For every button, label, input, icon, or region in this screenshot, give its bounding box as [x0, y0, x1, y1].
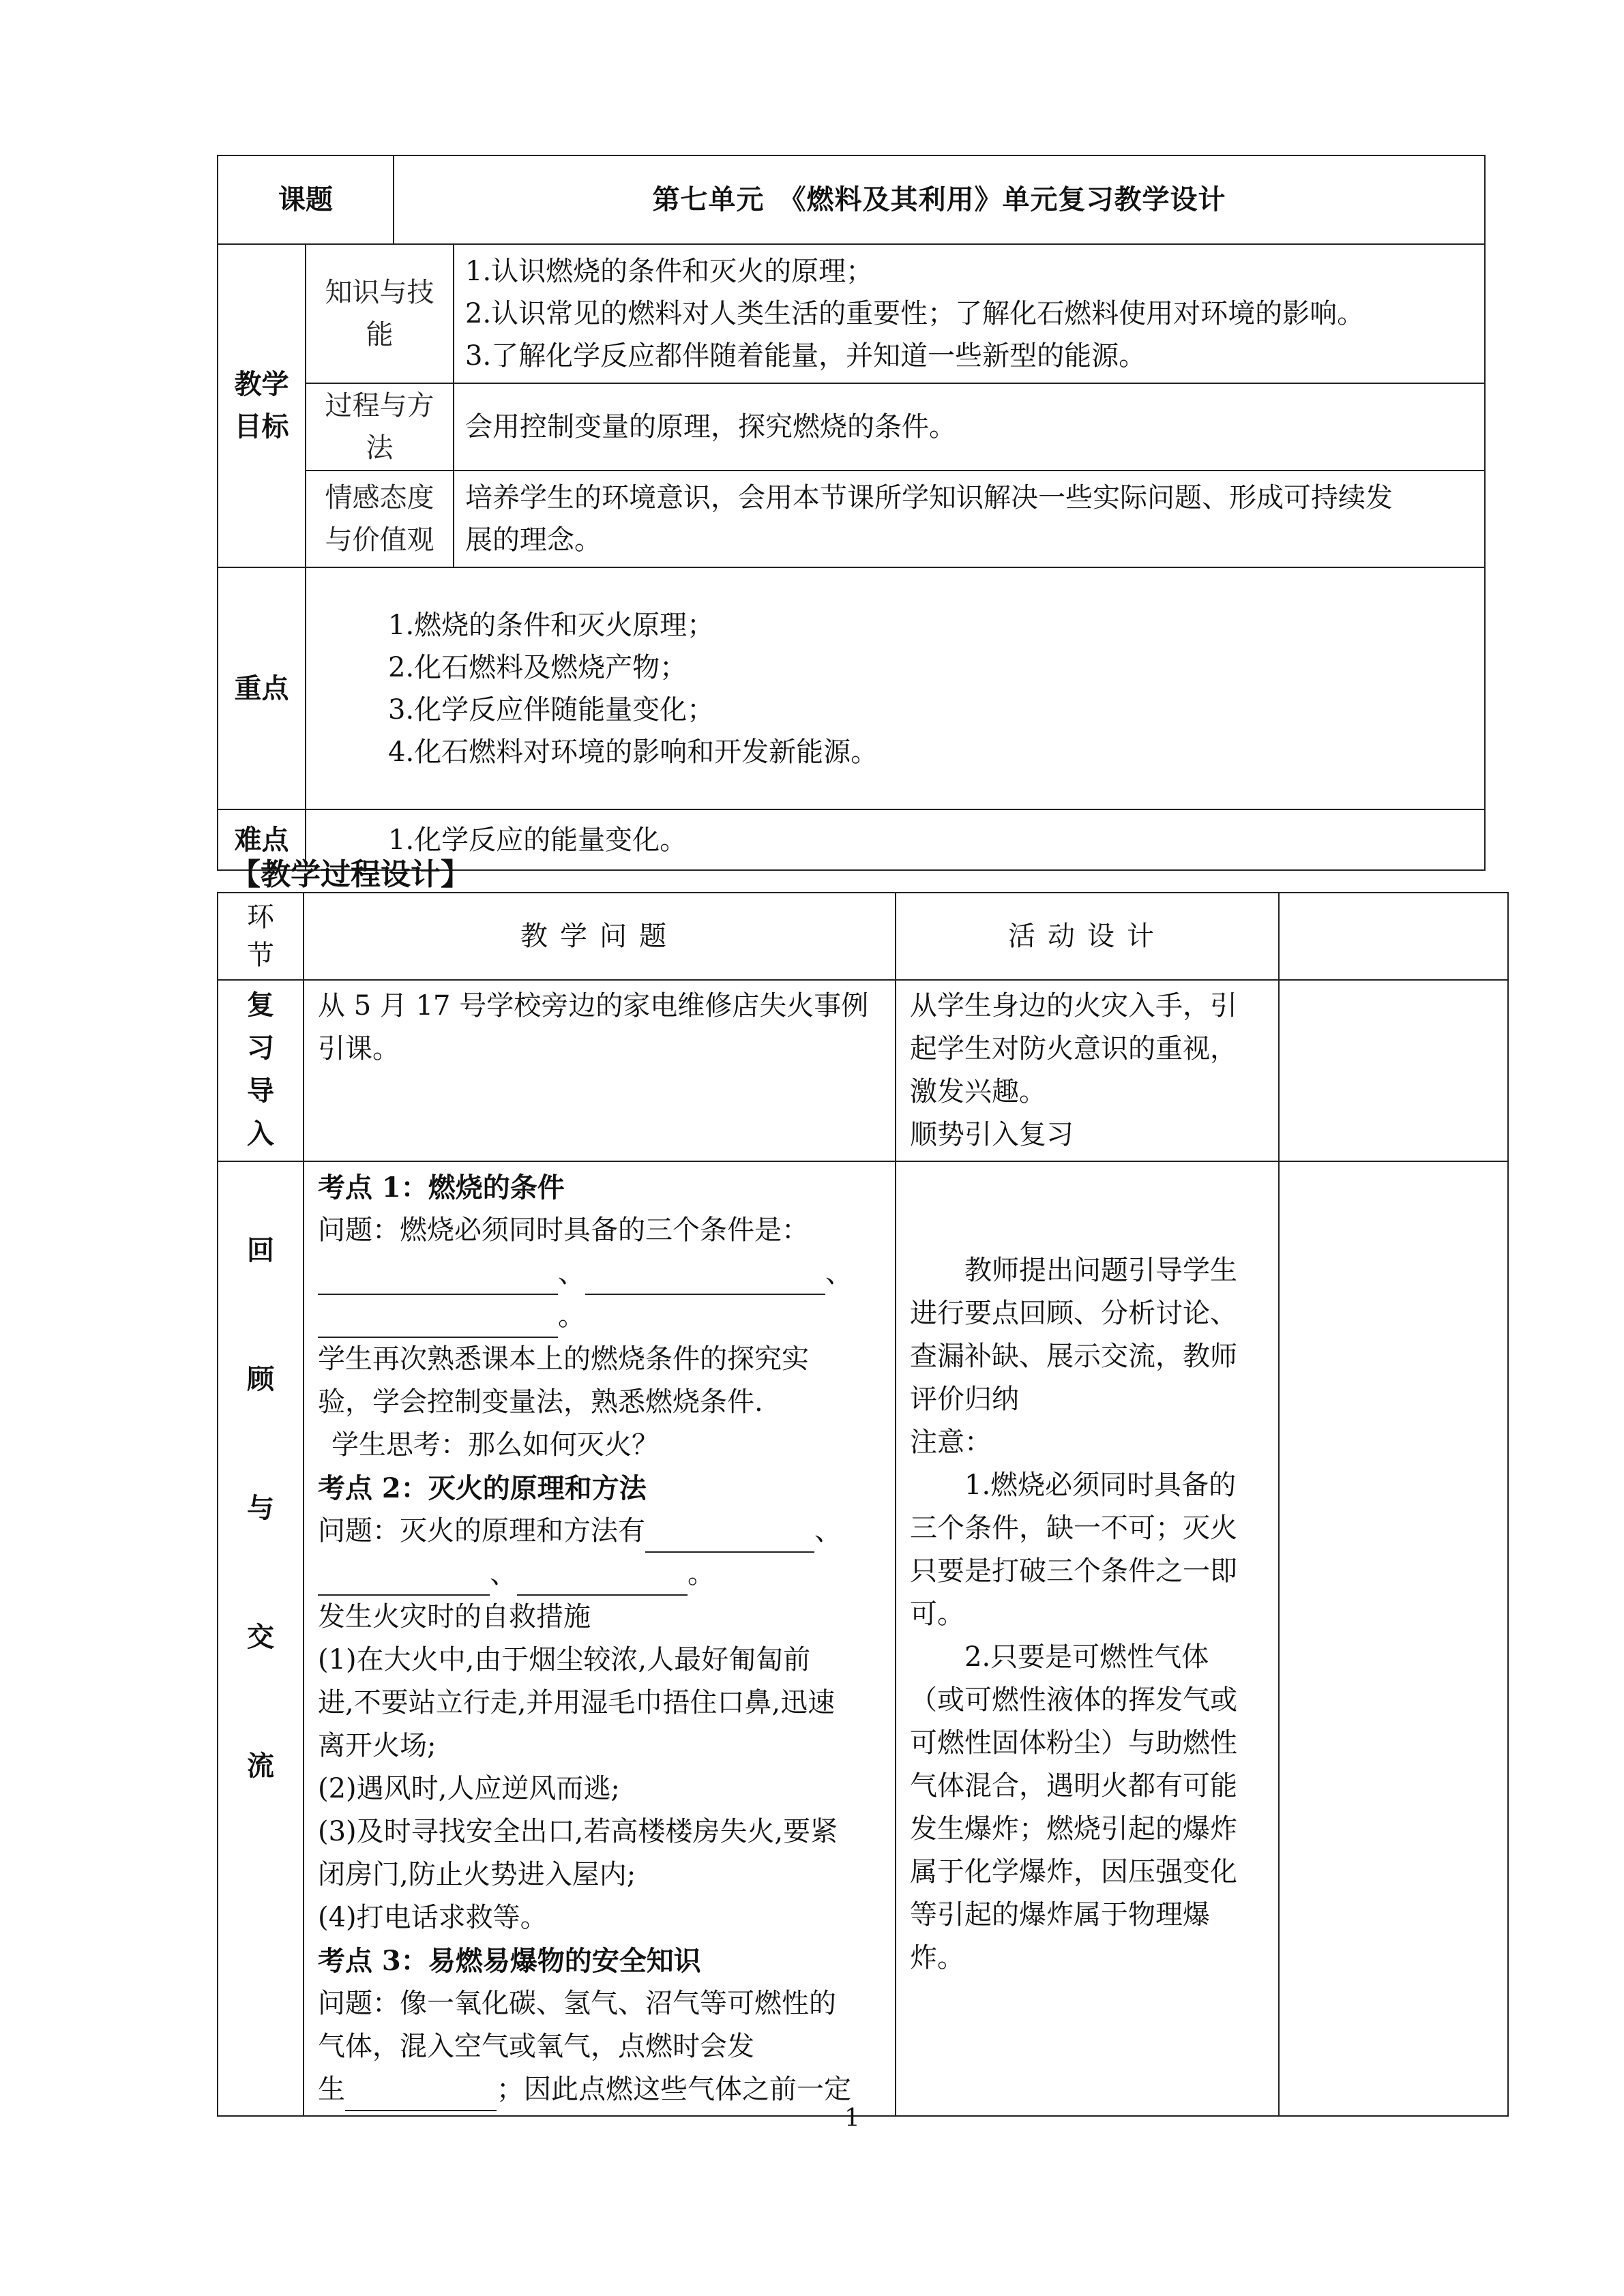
blank	[318, 1563, 490, 1596]
activity-review-exchange: 教师提出问题引导学生 进行要点回顾、分析讨论、 查漏补缺、展示交流，教师 评价归纳 注意： 1.燃烧必须同时具备的 三个条件，缺一不可；灭火 只要是打破三个条件之一即 可。 2.只要是可燃性气体 （或可燃性液体的挥发气或 可燃性固体粉尘）与助燃性 气体混合，遇明火都有可能 发生爆炸；燃烧引起的爆炸 属于化学爆炸，因压强变化 等引起的爆炸属于物理爆 炸。	[896, 1161, 1279, 2116]
stage-review-intro: 复 习 导 入	[218, 980, 304, 1161]
stage-review-exchange: 回 顾 与 交 流	[218, 1161, 304, 2116]
header-empty	[1279, 893, 1508, 980]
difficulty-text: 1.化学反应的能量变化。	[306, 809, 1485, 870]
blank	[345, 2078, 497, 2111]
exam-point-3-text: 气体，混入空气或氧气，点燃时会发	[318, 2031, 754, 2062]
page-number: 1	[844, 2104, 860, 2132]
blank-line-1: 、 、	[318, 1252, 881, 1295]
blank	[585, 1262, 825, 1295]
self-help-line: 进,不要站立行走,并用湿毛巾捂住口鼻,迅速	[318, 1687, 836, 1718]
objective-process-text: 会用控制变量的原理，探究燃烧的条件。	[454, 383, 1485, 471]
remark-review-intro	[1279, 980, 1508, 1161]
list-item: 3.化学反应伴随能量变化；	[388, 694, 715, 726]
blank	[318, 1305, 558, 1338]
self-help-line: 闭房门,防止火势进入屋内;	[318, 1859, 636, 1890]
key-points-label: 重点	[218, 567, 306, 809]
process-table	[217, 892, 1509, 2117]
process-section-title: 【教学过程设计】	[231, 857, 471, 892]
objective-attitude-text: 培养学生的环境意识，会用本节课所学知识解决一些实际问题、形成可持续发 展的理念。	[454, 471, 1485, 567]
objective-knowledge-text: 1.认识燃烧的条件和灭火的原理； 2.认识常见的燃料对人类生活的重要性；了解化石燃料使用对环境的影响。 3.了解化学反应都伴随着能量，并知道一些新型的能源。	[454, 244, 1485, 383]
key-points-list	[306, 567, 1485, 809]
remark-review-exchange	[1279, 1161, 1508, 2116]
header-stage: 环 节	[218, 893, 304, 980]
exam-point-1-title: 考点 1：燃烧的条件	[318, 1172, 565, 1204]
blank	[517, 1563, 688, 1596]
self-help-line: (4)打电话求救等。	[318, 1902, 548, 1933]
self-help-line: (1)在大火中,由于烟尘较浓,人最好匍匐前	[318, 1644, 811, 1675]
blank-line-2: 。	[318, 1295, 881, 1338]
self-help-line: (3)及时寻找安全出口,若高楼楼房失火,要紧	[318, 1816, 838, 1847]
exam-point-1-text: 验，学会控制变量法，熟悉燃烧条件.	[318, 1386, 763, 1418]
header-question: 教学问题	[304, 893, 896, 980]
exam-point-3-text: 生 ；因此点燃这些气体之前一定	[318, 2068, 881, 2111]
objective-label-knowledge: 知识与技 能	[306, 244, 454, 383]
topic-label: 课题	[218, 155, 394, 244]
exam-point-2-title: 考点 2：灭火的原理和方法	[318, 1472, 647, 1504]
list-item: 2.化石燃料及燃烧产物；	[388, 651, 688, 683]
activity-review-intro: 从学生身边的火灾入手，引 起学生对防火意识的重视， 激发兴趣。 顺势引入复习	[896, 980, 1279, 1161]
self-help-line: 离开火场;	[318, 1730, 437, 1761]
exam-point-3-text: 问题：像一氧化碳、氢气、沼气等可燃性的	[318, 1988, 836, 2019]
objectives-label: 教学 目标	[218, 244, 306, 567]
exam-point-1-question: 问题：燃烧必须同时具备的三个条件是：	[318, 1214, 809, 1246]
blank	[645, 1520, 814, 1553]
objective-label-attitude: 情感态度 与价值观	[306, 471, 454, 567]
student-think: 学生思考：那么如何灭火？	[331, 1429, 659, 1461]
list-item: 1.燃烧的条件和灭火原理；	[388, 609, 715, 641]
header-activity: 活动设计	[896, 893, 1279, 980]
exam-point-1-text: 学生再次熟悉课本上的燃烧条件的探究实	[318, 1343, 809, 1375]
difficulty-label: 难点	[218, 809, 306, 870]
objective-label-process: 过程与方 法	[306, 383, 454, 471]
exam-point-3-title: 考点 3：易燃易爆物的安全知识	[318, 1945, 701, 1977]
lesson-info-table	[217, 155, 1486, 871]
page-title: 第七单元 《燃料及其利用》单元复习教学设计	[394, 155, 1485, 244]
question-review-exchange	[304, 1161, 896, 2116]
self-help-title: 发生火灾时的自救措施	[318, 1601, 591, 1632]
blank	[318, 1262, 558, 1295]
exam-point-2-question: 问题：灭火的原理和方法有 、	[318, 1510, 881, 1553]
blank-line-3: 、 。	[318, 1553, 881, 1596]
self-help-line: (2)遇风时,人应逆风而逃;	[318, 1773, 620, 1804]
list-item: 4.化石燃料对环境的影响和开发新能源。	[388, 736, 879, 768]
question-review-intro: 从 5 月 17 号学校旁边的家电维修店失火事例 引课。	[304, 980, 896, 1161]
